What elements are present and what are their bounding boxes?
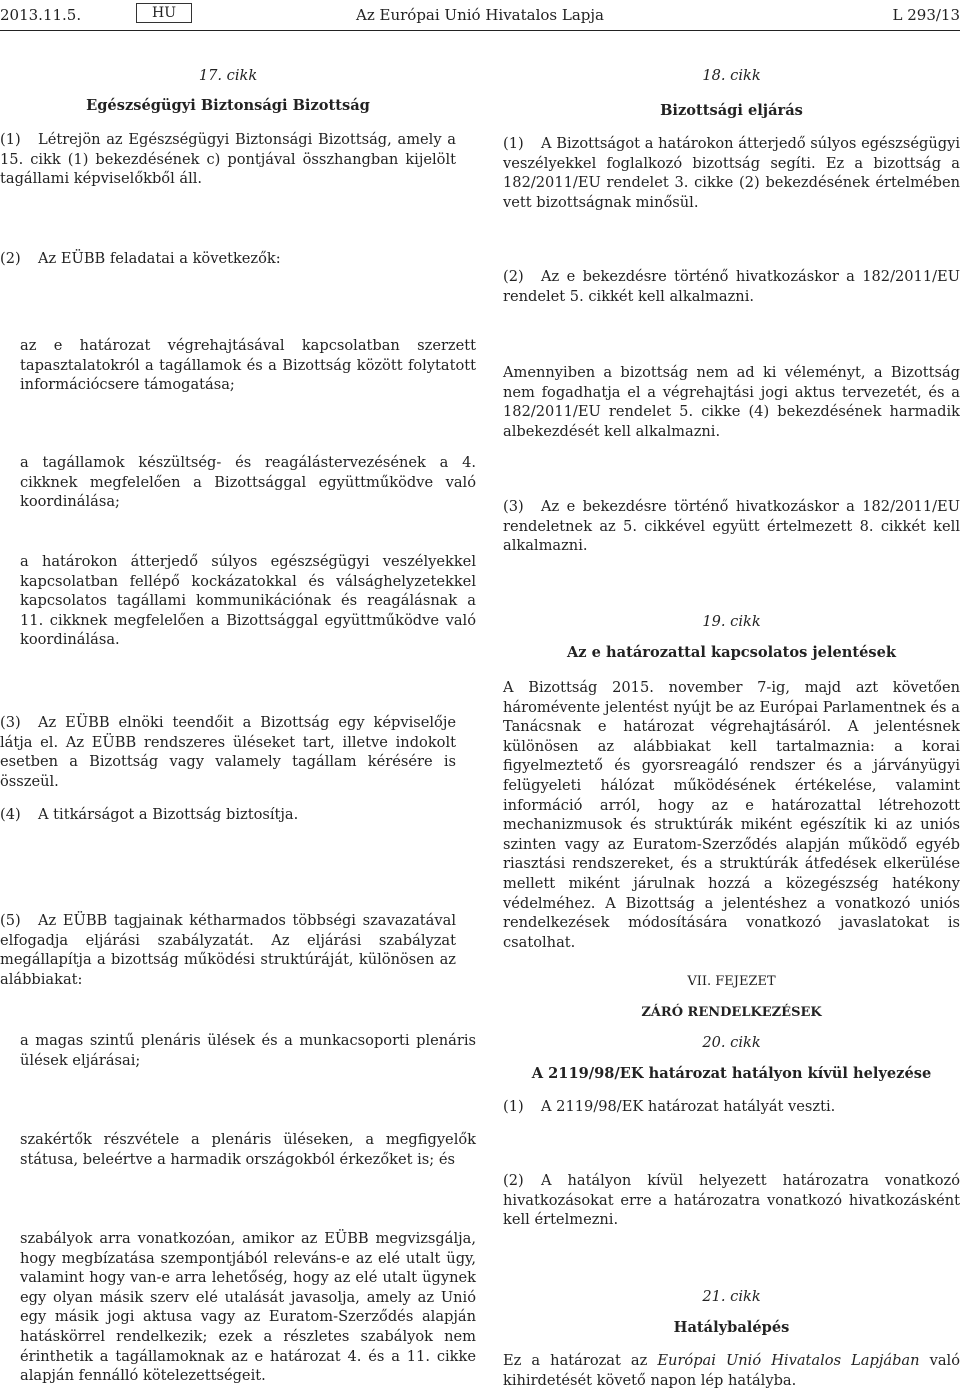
article-17-number: 17. cikk (198, 67, 258, 84)
paragraph-text: Létrejön az Egészségügyi Biztonsági Bizottság, amely a 15. cikk (1) bekezdésének c) pontjával összhangban kijelölt tagállami képviselőkből áll. (0, 131, 456, 188)
article-19-number: 19. cikk (702, 613, 761, 630)
article-17-point-5b (0, 1130, 476, 1169)
paragraph-text: Az EÜBB tagjainak kétharmados többségi szavazatával elfogadja eljárási szabályzatát. Az eljárási szabályzat megállapítja a bizottság működési struktúráját, különösen az alábbiakat: (0, 912, 456, 988)
article-20-number: 20. cikk (702, 1034, 761, 1051)
point-text: szabályok arra vonatkozóan, amikor az EÜBB megvizsgálja, hogy megbízatása szempontjából releváns-e az elé utalt ügy, valamint hogy van-e arra lehetőség, hogy az elé utalt ügynek egy olyan másik szerv elé utalását javasolja, amely az Unió egy másik jogi aktusa vagy az Euratom-Szerződés alapján hatáskörrel rendelkezik; ezek a részletes szabályok nem érinthetik a tagállamoknak az e határozat 4. és a 11. cikke alapján fennálló kötelezettségeit. (20, 1230, 476, 1385)
page-reference: L 293/13 (892, 6, 960, 24)
article-21-text-start: Ez a határozat az (503, 1352, 658, 1369)
article-20-paragraph-2 (503, 1171, 960, 1230)
paragraph-number: (1) (503, 1098, 524, 1115)
point-text: szakértők részvétele a plenáris üléseken, a megfigyelők státusa, beleértve a harmadik országokból érkezőket is; és (20, 1131, 476, 1168)
article-17-title: Egészségügyi Biztonsági Bizottság (86, 97, 370, 114)
article-18-number: 18. cikk (702, 67, 761, 84)
paragraph-text: A titkárságot a Bizottság biztosítja. (38, 806, 299, 823)
paragraph-text: A 2119/98/EK határozat hatályát veszti. (541, 1098, 836, 1115)
paragraph-text: Az e bekezdésre történő hivatkozáskor a 182/2011/EU rendelet 5. cikkét kell alkalmazni. (503, 268, 960, 305)
paragraph-number: (2) (0, 250, 21, 267)
paragraph-text: Az e bekezdésre történő hivatkozáskor a 182/2011/EU rendeletnek az 5. cikkével együtt értelmezett 8. cikkét kell alkalmazni. (503, 498, 960, 555)
article-21-text-end: való kihirdetését követő napon lép hatályba. (503, 1352, 960, 1389)
chapter-number: VII. FEJEZET (687, 974, 776, 989)
article-19-text: A Bizottság 2015. november 7-ig, majd azt követően háromévente jelentést nyújt be az Európai Parlamentnek és a Tanácsnak e határozat végrehajtásáról. A jelentésnek különösen az alábbiakat kell tartalmaznia: a korai figyelmeztető és gyorsreagáló rendszer és a járványügyi felügyeleti hálózat működésének értékelése, valamint információ arról, hogy az e határozattal létrehozott mechanizmusok és struktúrák miként egészítik ki az uniós szinten vagy az Euratom-Szerződés alapján működő egyéb riasztási rendszereket, és a struktúrák átfedések elkerülése mellett miként járulnak hozzá a közegészség hatékony védelméhez. A Bizottság a jelentéshez a vonatkozó uniós rendelkezések módosítására vonatkozó javaslatokat is csatolhat. (503, 679, 960, 951)
article-20-paragraph-1 (503, 1097, 960, 1117)
article-18-paragraph-2-subparagraph: Amennyiben a bizottság nem ad ki véleményt, a Bizottság nem fogadhatja el a végrehajtási jogi aktus tervezetét, és a 182/2011/EU rendelet 5. cikke (4) bekezdésének harmadik albekezdését kell alkalmazni. (503, 364, 960, 440)
article-17-point-2b (0, 453, 476, 512)
article-17-point-5a (0, 1031, 476, 1070)
language-code-box: HU (136, 3, 192, 23)
point-text: a magas szintű plenáris ülések és a munkacsoporti plenáris ülések eljárásai; (20, 1032, 476, 1069)
article-17-paragraph-2 (0, 249, 456, 269)
paragraph-text: A Bizottságot a határokon átterjedő súlyos egészségügyi veszélyekkel foglalkozó bizottság segíti. Ez a bizottság a 182/2011/EU rendelet 3. cikke (2) bekezdésének értelmében vett bizottságnak minősül. (503, 135, 960, 211)
paragraph-text: Az EÜBB feladatai a következők: (38, 250, 281, 267)
point-label (0, 453, 20, 473)
point-text: a határokon átterjedő súlyos egészségügyi veszélyekkel kapcsolatban fellépő kockázatokkal és válsághelyzetekkel kapcsolatos tagállami kommunikációnak és reagálásnak a 11. cikknek megfelelően a Bizottsággal együttműködve való koordinálása. (20, 553, 476, 649)
article-17-point-5c (0, 1229, 476, 1386)
paragraph-number: (3) (0, 714, 21, 731)
article-17-point-2a (0, 336, 476, 395)
paragraph-text: Az EÜBB elnöki teendőit a Bizottság egy képviselője látja el. Az EÜBB rendszeres üléseket tart, illetve indokolt esetben a Bizottság vagy valamely tagállam kérésére is összeül. (0, 714, 456, 790)
article-17-paragraph-5 (0, 911, 456, 989)
journal-title: Az Európai Unió Hivatalos Lapja (356, 6, 604, 24)
paragraph-number: (1) (503, 135, 524, 152)
article-18-paragraph-3 (503, 497, 960, 556)
journal-name-italic: Európai Unió Hivatalos Lapjában (657, 1352, 920, 1369)
point-label (0, 1031, 20, 1051)
article-20-title: A 2119/98/EK határozat hatályon kívül helyezése (531, 1065, 932, 1082)
article-21-title: Hatálybalépés (673, 1319, 790, 1336)
point-label (0, 1130, 20, 1150)
paragraph-number: (1) (0, 131, 21, 148)
point-label (0, 336, 20, 356)
article-17-paragraph-4 (0, 805, 456, 825)
paragraph-text: A hatályon kívül helyezett határozatra vonatkozó hivatkozásokat erre a határozatra vonatkozó hivatkozásként kell értelmezni. (503, 1172, 960, 1229)
article-17-paragraph-3 (0, 713, 456, 791)
publication-date: 2013.11.5. (0, 6, 82, 24)
point-label (0, 1229, 20, 1249)
article-18-title: Bizottsági eljárás (660, 102, 803, 119)
article-18-paragraph-1 (503, 134, 960, 212)
article-17-point-2c (0, 552, 476, 650)
paragraph-number: (4) (0, 806, 21, 823)
article-17-paragraph-1 (0, 130, 456, 189)
paragraph-number: (2) (503, 1172, 524, 1189)
header-rule (0, 30, 960, 31)
paragraph-number: (5) (0, 912, 21, 929)
point-label (0, 552, 20, 572)
point-text: a tagállamok készültség- és reagálástervezésének a 4. cikknek megfelelően a Bizottsággal együttműködve való koordinálása; (20, 454, 476, 511)
point-text: az e határozat végrehajtásával kapcsolatban szerzett tapasztalatokról a tagállamok és a Bizottság között folytatott információcsere támogatása; (20, 337, 476, 394)
article-19-title: Az e határozattal kapcsolatos jelentések (566, 644, 897, 661)
article-21-number: 21. cikk (702, 1288, 761, 1305)
chapter-title: ZÁRÓ RENDELKEZÉSEK (641, 1005, 822, 1020)
article-18-paragraph-2 (503, 267, 960, 306)
paragraph-number: (2) (503, 268, 524, 285)
paragraph-number: (3) (503, 498, 524, 515)
article-21-text (503, 1351, 960, 1390)
